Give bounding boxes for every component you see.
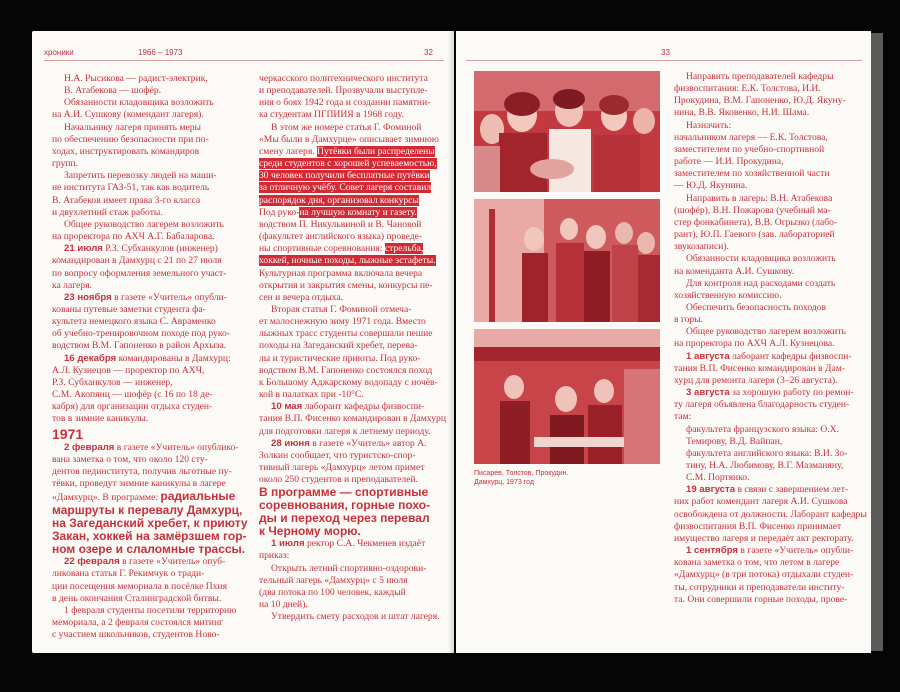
text-line bbox=[674, 424, 866, 436]
text-line bbox=[52, 109, 248, 121]
text-line bbox=[259, 575, 451, 587]
text-run: Назначить: bbox=[686, 119, 732, 131]
text-line bbox=[52, 195, 248, 207]
text-run: ту лагеря объявлена благодарность студен- bbox=[674, 399, 850, 411]
text-run: Прокудина, В.М. Гапоненко, Ю.Д. Якуну- bbox=[674, 95, 846, 107]
text-line bbox=[52, 292, 248, 304]
text-line bbox=[674, 132, 866, 144]
text-run: Открыть летний спортивно-оздорови- bbox=[271, 562, 427, 574]
text-line bbox=[259, 195, 451, 207]
header-rule-right bbox=[466, 60, 862, 61]
page-number-right: 33 bbox=[661, 48, 670, 57]
text-run: ции посещения мемориала в посёлке Пхия bbox=[52, 580, 227, 592]
text-line bbox=[674, 496, 866, 508]
text-run: приказ: bbox=[259, 550, 290, 562]
text-line bbox=[259, 413, 451, 425]
text-line bbox=[674, 557, 866, 569]
text-line bbox=[52, 97, 248, 109]
text-run: в связи с завершением лет- bbox=[735, 484, 849, 496]
text-line bbox=[674, 120, 866, 132]
text-line bbox=[674, 266, 866, 278]
caption-line-2: Дамхурц, 1973 год bbox=[474, 479, 534, 486]
text-line bbox=[259, 170, 451, 182]
text-run: тёвки, проведут зимние каникулы в лагере bbox=[52, 478, 226, 489]
text-run: по вопросу оформления земельного участ- bbox=[52, 267, 227, 279]
text-run: Р.З. Субханкулов — инженер, bbox=[52, 376, 173, 388]
text-line bbox=[259, 563, 451, 575]
text-run: заместителем по хозяйственной части bbox=[674, 168, 830, 180]
text-run: Н.А. Рысикова — радист-электрик, bbox=[64, 73, 208, 84]
text-run: Направить в лагерь: В.Н. Атабекова bbox=[686, 192, 833, 204]
text-line bbox=[52, 365, 248, 377]
text-line bbox=[259, 401, 451, 413]
text-line bbox=[674, 193, 866, 205]
text-line bbox=[674, 83, 866, 95]
text-run: Начальнику лагеря принять меры bbox=[64, 121, 201, 133]
text-run: Обязанности кладовщика возложить bbox=[64, 97, 214, 109]
text-run: в газете «Учитель» автор А. bbox=[309, 437, 427, 449]
lead-text-line: соревнования, горные похо- bbox=[259, 498, 431, 513]
text-line bbox=[259, 340, 451, 352]
text-line bbox=[259, 292, 451, 304]
text-run: в газете «Учитель» опубли- bbox=[111, 291, 227, 303]
text-run: ликована статья Г. Рекимчук о тради- bbox=[52, 568, 205, 580]
text-run: Под руко- bbox=[259, 206, 300, 218]
text-run: тов в зимние каникулы. bbox=[52, 413, 149, 425]
date-label: 28 июня bbox=[271, 437, 310, 449]
text-run: командирован в Дамхурц с 21 по 27 июля bbox=[52, 255, 222, 267]
text-run: открытия и закрытия смены, конкурсы пе- bbox=[259, 279, 433, 291]
text-line bbox=[52, 556, 248, 568]
text-run: для подготовки лагеря к летнему периоду. bbox=[259, 425, 431, 437]
text-line bbox=[259, 255, 451, 267]
lead-text-line: ды и переход через перевал bbox=[259, 511, 430, 526]
photo-caption bbox=[474, 469, 568, 487]
text-run: кой в палатках при -10°С. bbox=[259, 389, 364, 401]
text-line bbox=[52, 304, 248, 316]
text-run: рант), Ю.П. Гаевого (зав. лабораторией bbox=[674, 229, 835, 241]
text-line bbox=[52, 401, 248, 413]
text-run: Обеспечить безопасность походов bbox=[686, 301, 827, 313]
year-range: 1966 – 1973 bbox=[138, 48, 183, 57]
text-run: начальником лагеря — Е.К. Толстова, bbox=[674, 131, 828, 143]
text-run: «Дамхурц». В программе: bbox=[52, 492, 161, 504]
photo-group-standing bbox=[474, 199, 660, 322]
text-line bbox=[52, 73, 248, 85]
text-line bbox=[674, 338, 866, 350]
photo-group-seated bbox=[474, 71, 660, 192]
text-run: — Ю.Д. Якунина. bbox=[674, 180, 748, 192]
text-line bbox=[52, 122, 248, 134]
highlighted-text: стрельба, bbox=[384, 243, 424, 255]
lead-text-line: Закан, хоккей на замёрзшем гор- bbox=[52, 529, 247, 544]
text-run: Для контроля над расходами создать bbox=[686, 277, 836, 289]
text-run: вана заметка о том, что около 120 сту- bbox=[52, 453, 208, 465]
text-run: С.М. Акопянц — шофёр (с 16 по 18 де- bbox=[52, 389, 213, 401]
text-run: факультета французского языка: О.Х. bbox=[686, 423, 839, 435]
lead-text-line: ном озере и слаломные трассы. bbox=[52, 542, 246, 557]
text-run: кованы путевые заметки студента фа- bbox=[52, 303, 206, 315]
text-line bbox=[674, 144, 866, 156]
text-run: сен и вечера отдыха. bbox=[259, 291, 344, 303]
text-run: физвоспитания: Е.К. Толстова, И.И. bbox=[674, 83, 821, 95]
text-line bbox=[52, 134, 248, 146]
text-run: нина, В.В. Яковенко, Н.И. Шама. bbox=[674, 107, 810, 119]
text-run: кабря) для организации отдыха студен- bbox=[52, 401, 213, 413]
text-line bbox=[259, 243, 451, 255]
text-run: Общее руководство лагерем возложить bbox=[686, 326, 846, 338]
date-label: 19 августа bbox=[686, 484, 736, 496]
lead-text-line: к Черному морю. bbox=[259, 524, 361, 539]
text-line bbox=[259, 438, 451, 450]
text-run: кована заметка о том, что летом в лагере bbox=[674, 557, 840, 569]
text-line bbox=[674, 363, 866, 375]
text-run: (шофёр), В.Н. Пожарова (учебный ма- bbox=[674, 204, 831, 216]
text-line bbox=[674, 180, 866, 192]
text-run: походы на Загеданский хребет, перева- bbox=[259, 340, 418, 352]
text-run: та. Они совершили горные походы, прове- bbox=[674, 593, 848, 605]
lead-text-line: на Загеданский хребет, к приюту bbox=[52, 516, 248, 531]
text-run: имущество лагеря и передаёт акт ректорату. bbox=[674, 532, 854, 544]
text-line bbox=[674, 314, 866, 326]
text-line bbox=[259, 389, 451, 401]
text-run: тельный лагерь «Дамхурц» с 5 июля bbox=[259, 574, 408, 586]
text-run: тивный лагерь «Дамхурц» летом примет bbox=[259, 462, 425, 473]
text-run: А.Л. Кузнецов — проректор по АХЧ, bbox=[52, 364, 205, 376]
text-run: Направить преподавателей кафедры bbox=[686, 71, 834, 82]
text-line bbox=[52, 377, 248, 389]
text-run: и двухлетний стаж работы. bbox=[52, 206, 163, 218]
text-line bbox=[259, 134, 451, 146]
text-run: по обеспечению безопасности при по- bbox=[52, 133, 209, 145]
text-run: (факультет английского языка) проведе- bbox=[259, 231, 423, 243]
text-line bbox=[259, 550, 451, 562]
text-run: лаборант кафедры физвоспи- bbox=[729, 350, 852, 362]
text-line bbox=[52, 389, 248, 401]
text-line bbox=[674, 399, 866, 411]
text-run: Культурная программа включала вечера bbox=[259, 267, 423, 279]
text-line bbox=[259, 353, 451, 365]
highlighted-text: 30 человек получили бесплатные путёвки bbox=[259, 170, 430, 182]
date-label: 3 августа bbox=[686, 387, 730, 399]
text-run: физвоспитания В.П. Фисенко принимает bbox=[674, 520, 842, 532]
text-run: Р.З. Субханкулов (инженер) bbox=[102, 243, 218, 255]
text-run: в день окончания Сталинградской битвы. bbox=[52, 592, 222, 604]
text-line bbox=[674, 107, 866, 119]
date-label: 21 июля bbox=[64, 243, 103, 255]
text-line bbox=[259, 450, 451, 462]
text-line bbox=[52, 182, 248, 194]
text-line bbox=[259, 426, 451, 438]
text-run: водством В.М. Гапоненко состоялся поход bbox=[259, 364, 433, 376]
text-run: там: bbox=[674, 411, 692, 423]
text-line bbox=[259, 109, 451, 121]
text-line bbox=[674, 217, 866, 229]
text-line bbox=[259, 97, 451, 109]
text-run: в газете «Учитель» опублико- bbox=[114, 441, 239, 453]
text-line bbox=[674, 460, 866, 472]
text-line bbox=[259, 316, 451, 328]
text-run: командированы в Дамхурц: bbox=[116, 352, 231, 364]
text-line bbox=[52, 593, 248, 605]
text-run: на проректора по АХЧ А.Г. Бабаларова. bbox=[52, 231, 215, 243]
text-run: звукозаписи). bbox=[674, 241, 729, 253]
text-line bbox=[674, 472, 866, 484]
text-run: заместителем по учебно-спортивной bbox=[674, 143, 825, 155]
text-run: и преподавателей. Прозвучали выступле- bbox=[259, 85, 428, 97]
text-line bbox=[259, 122, 451, 134]
text-run: не института ГАЗ-51, так как водитель bbox=[52, 182, 210, 194]
text-line bbox=[259, 377, 451, 389]
text-line bbox=[674, 448, 866, 460]
date-label: 1 июля bbox=[271, 538, 305, 550]
text-line bbox=[674, 205, 866, 217]
text-line bbox=[52, 629, 248, 641]
text-line bbox=[674, 95, 866, 107]
text-run: к Большому Аджарскому водопаду с ночёв- bbox=[259, 376, 438, 388]
text-run: С.М. Портянко. bbox=[686, 472, 750, 484]
text-run: факультета английского языка: В.И. Зо- bbox=[686, 447, 848, 459]
text-line bbox=[674, 156, 866, 168]
text-run: на проректора по АХЧ А.Л. Кузнецова. bbox=[674, 338, 835, 350]
text-line bbox=[259, 73, 451, 85]
text-line bbox=[259, 85, 451, 97]
text-run: Общее руководство лагерем возложить bbox=[64, 218, 224, 230]
text-line bbox=[259, 268, 451, 280]
text-run: лаборант кафедры физвоспи- bbox=[302, 401, 425, 413]
text-line bbox=[259, 328, 451, 340]
text-line bbox=[52, 466, 248, 478]
text-line bbox=[674, 582, 866, 594]
text-line bbox=[52, 442, 248, 454]
text-line bbox=[674, 484, 866, 496]
text-run: на коменданта А.И. Сушкову. bbox=[674, 265, 795, 277]
left-page bbox=[32, 31, 454, 653]
text-line bbox=[259, 304, 451, 316]
highlighted-text: Путёвки были распределены bbox=[317, 145, 435, 157]
text-line bbox=[52, 158, 248, 170]
text-line bbox=[52, 207, 248, 219]
text-line bbox=[52, 255, 248, 267]
text-run: тания В.П. Фисенко командирован в Дамхурц bbox=[259, 413, 446, 425]
photo-men-at-table bbox=[474, 329, 660, 464]
year-heading: 1971 bbox=[52, 425, 84, 442]
caption-line-1: Писарев, Толстов, Прокудин. bbox=[474, 470, 569, 477]
text-line bbox=[52, 280, 248, 292]
text-run: «Мы были в Дамхурце» описывает зимнюю bbox=[259, 133, 439, 145]
text-line bbox=[52, 170, 248, 182]
text-line bbox=[52, 146, 248, 158]
text-line bbox=[52, 231, 248, 243]
text-run: В этом же номере статья Г. Фоминой bbox=[271, 121, 422, 133]
text-run: Темирову, В.Д. Вайпан, bbox=[686, 435, 783, 447]
text-run: ты, сотрудники и преподаватели институ- bbox=[674, 581, 845, 593]
text-line bbox=[52, 85, 248, 97]
text-run: В. Атабекова — шофёр. bbox=[64, 85, 162, 97]
highlighted-text: среди студентов с хорошей успеваемостью, bbox=[259, 158, 437, 170]
text-line bbox=[52, 413, 248, 425]
text-line bbox=[259, 207, 451, 219]
lead-text-run: радиальные bbox=[160, 489, 236, 504]
text-run: Утвердить смету расходов и штат лагеря. bbox=[271, 611, 440, 623]
text-line bbox=[674, 278, 866, 290]
text-run: водством В.М. Гапоненко в район Архыза. bbox=[52, 340, 227, 352]
text-line bbox=[52, 268, 248, 280]
text-line bbox=[259, 219, 451, 231]
page-number-left: 32 bbox=[424, 48, 433, 57]
text-run: ны спортивные соревнования: bbox=[259, 243, 385, 255]
text-line bbox=[674, 229, 866, 241]
date-label: 1 сентября bbox=[686, 545, 739, 557]
highlighted-text: на лучшую комнату и газету. bbox=[299, 206, 417, 218]
text-line bbox=[674, 436, 866, 448]
header-rule-left bbox=[44, 60, 444, 61]
lead-text-line: В программе — спортивные bbox=[259, 485, 429, 500]
text-line bbox=[52, 454, 248, 466]
text-run: тину, Н.А. Любимову, В.Г. Мазманяну, bbox=[686, 460, 844, 471]
text-line bbox=[52, 605, 248, 617]
text-run: хозяйственную комиссию. bbox=[674, 289, 782, 301]
text-line bbox=[674, 302, 866, 314]
text-line bbox=[52, 219, 248, 231]
text-run: Обязанности кладовщика возложить bbox=[686, 253, 836, 265]
text-line bbox=[259, 587, 451, 599]
text-run: хурц для ремонта лагеря (3–26 августа). bbox=[674, 374, 838, 386]
text-run: работе — И.И. Прокудина, bbox=[674, 156, 784, 168]
text-run: тания В.П. Фисенко командирован в Дам- bbox=[674, 362, 846, 374]
text-run: мемориала, а 2 февраля состоялся митинг bbox=[52, 617, 224, 629]
text-line bbox=[674, 569, 866, 581]
right-page bbox=[456, 31, 871, 653]
text-line bbox=[674, 326, 866, 338]
text-line bbox=[259, 599, 451, 611]
text-line bbox=[52, 490, 248, 504]
highlighted-text: хоккей, ночные походы, лыжные эстафеты. bbox=[259, 255, 436, 267]
text-line bbox=[52, 316, 248, 328]
text-run: дентов пединститута, получив льготные пу- bbox=[52, 465, 232, 477]
section-title: хроники bbox=[44, 48, 74, 57]
text-line bbox=[52, 328, 248, 340]
text-run: них работ комендант лагеря А.И. Сушкова bbox=[674, 496, 848, 508]
text-run: с участием школьников, студентов Ново- bbox=[52, 629, 220, 641]
text-line bbox=[674, 71, 866, 83]
text-line bbox=[674, 387, 866, 399]
text-run: водством П. Никульвиной и В. Чановой bbox=[259, 218, 422, 230]
date-label: 22 февраля bbox=[64, 556, 120, 568]
date-label: 1 августа bbox=[686, 350, 730, 362]
text-line bbox=[52, 568, 248, 580]
text-run: ректор С.А. Чекменев издаёт bbox=[304, 538, 426, 550]
text-run: лы и туристические приюты. Под руко- bbox=[259, 352, 421, 364]
text-line bbox=[259, 231, 451, 243]
text-run: в горы. bbox=[674, 314, 704, 326]
text-run: в газете «Учитель» опубли- bbox=[738, 545, 854, 557]
highlighted-text: распорядок дня, организовал конкурсы bbox=[259, 194, 419, 206]
text-run: на 10 дней). bbox=[259, 599, 308, 611]
text-run: ет малоснежную зиму 1971 года. Вместо bbox=[259, 316, 426, 328]
text-run: смену лагеря. bbox=[259, 145, 318, 157]
text-run: ка лагеря. bbox=[52, 279, 92, 291]
left-column-2 bbox=[259, 73, 451, 623]
text-line bbox=[674, 375, 866, 387]
text-run: Золкин сообщает, что туристско-спор- bbox=[259, 449, 416, 461]
text-run: в газете «Учитель» опуб- bbox=[119, 556, 226, 568]
text-line bbox=[674, 351, 866, 363]
text-line bbox=[674, 168, 866, 180]
text-line bbox=[259, 538, 451, 550]
text-run: об учебно-тренировочном походе под руко- bbox=[52, 328, 230, 340]
text-run: на А.И. Сушкову (комендант лагеря). bbox=[52, 109, 204, 121]
lead-text-line: маршруты к перевалу Дамхурц, bbox=[52, 503, 243, 518]
text-line bbox=[259, 280, 451, 292]
date-label: 10 мая bbox=[271, 401, 303, 413]
date-label: 23 ноября bbox=[64, 291, 112, 303]
text-line bbox=[52, 581, 248, 593]
text-line bbox=[674, 545, 866, 557]
text-line bbox=[674, 241, 866, 253]
text-line bbox=[259, 182, 451, 194]
date-label: 16 декабря bbox=[64, 352, 117, 364]
text-line bbox=[52, 340, 248, 352]
text-run: ходах, инструктировать командиров bbox=[52, 145, 200, 157]
text-run: ка студентам ПГПИИЯ в 1968 году. bbox=[259, 109, 404, 121]
text-line bbox=[674, 509, 866, 521]
text-run: групп. bbox=[52, 158, 79, 170]
text-run: Вторая статья Г. Фоминой отмеча- bbox=[271, 303, 412, 315]
text-run: около 250 студентов и преподавателей. bbox=[259, 474, 418, 486]
text-line bbox=[674, 253, 866, 265]
text-run: за хорошую работу по ремон- bbox=[729, 387, 854, 399]
page-edge bbox=[871, 33, 883, 651]
text-run: черкасского политехнического института bbox=[259, 73, 428, 84]
text-line bbox=[259, 462, 451, 474]
text-run: Запретить перевозку людей на маши- bbox=[64, 170, 217, 182]
text-line bbox=[674, 411, 866, 423]
right-column bbox=[674, 71, 866, 606]
text-run: стер фонкабинета), В.В. Огрызко (лабо- bbox=[674, 216, 838, 228]
text-line bbox=[674, 521, 866, 533]
text-line bbox=[52, 617, 248, 629]
left-column-1 bbox=[52, 73, 248, 641]
text-line bbox=[259, 146, 451, 158]
text-run: лыжных трасс студенты совершали пешие bbox=[259, 328, 433, 340]
text-run: ния о боях 1942 года и создании памятни- bbox=[259, 97, 431, 109]
text-run: освобождена от должности. Лаборант кафедры bbox=[674, 508, 867, 520]
date-label: 2 февраля bbox=[64, 441, 115, 453]
text-line bbox=[674, 290, 866, 302]
text-line bbox=[674, 533, 866, 545]
text-line bbox=[259, 158, 451, 170]
text-run: В. Атабеков имеет права 3-го класса bbox=[52, 194, 201, 206]
highlighted-text: за отличную учёбу. Совет лагеря составил bbox=[259, 182, 432, 194]
text-run: культета немецкого языка С. Авраменко bbox=[52, 316, 216, 328]
text-run: «Дамхурц» (в три потока) отдыхали студен- bbox=[674, 569, 854, 581]
text-run: 1 февраля студенты посетили территорию bbox=[64, 604, 237, 616]
text-line bbox=[259, 611, 451, 623]
text-line bbox=[259, 365, 451, 377]
text-line bbox=[52, 353, 248, 365]
text-run: (два потока по 100 человек, каждый bbox=[259, 586, 406, 598]
text-line bbox=[674, 594, 866, 606]
text-line bbox=[52, 243, 248, 255]
